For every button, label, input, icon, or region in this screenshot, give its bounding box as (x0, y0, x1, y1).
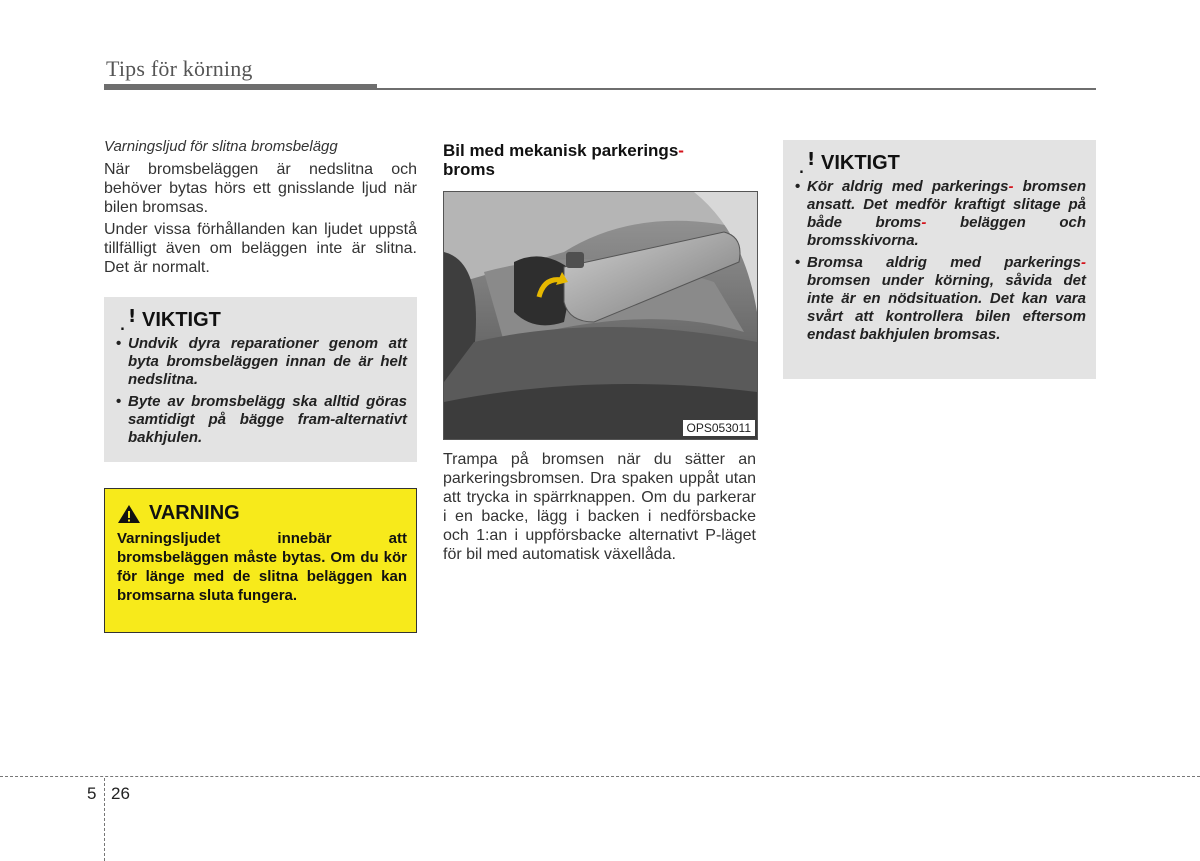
notice-title: VIKTIGT (142, 309, 221, 331)
notice-title-2: VIKTIGT (821, 152, 900, 174)
heading-part-b: broms (443, 160, 495, 179)
exclamation-icon: . ! (120, 305, 137, 334)
warning-triangle-icon (117, 504, 141, 524)
heading-part-a: Bil med mekanisk parkerings (443, 141, 679, 160)
notice-bullets (116, 335, 407, 447)
paragraph-temporary-noise: Under vissa förhållanden kan ljudet uppstå tillfälligt även om beläggen inte är slitna. Det är normalt. (104, 221, 417, 276)
photo-label: OPS053011 (683, 420, 756, 436)
header-rule-thin (377, 88, 1096, 90)
notice-box-important-2 (783, 140, 1096, 379)
warning-heading (117, 502, 240, 525)
paragraph-brake-noise: När bromsbeläggen är nedslitna och behöver bytas hörs ett gnisslande ljud när bilen bromsas. (104, 161, 417, 216)
notice2-bullet-2: • Bromsa aldrig med parkerings- bromsen under körning, såvida det inte är en nödsituation. Det kan vara svårt att kontrollera bilen eftersom endast bakhjulen bromsas. (795, 254, 1086, 344)
parking-brake-lever-illustration (444, 192, 757, 439)
exclamation-icon: . ! (799, 148, 816, 177)
page-number: 26 (111, 784, 130, 803)
paragraph-parking-brake: Trampa på bromsen när du sätter an parkeringsbromsen. Dra spaken uppåt utan att trycka in spärrknappen. Om du parkerar i en backe, lägg i backen i nedförsbacke och 1:an i uppförsbacke alternativt P-läget för bil med automatisk växellåda. (443, 451, 756, 563)
footer-rule (0, 776, 1200, 777)
footer-vertical-rule (104, 778, 105, 861)
notice-bullet-1: • Undvik dyra reparationer genom att byta bromsbeläggen innan de är helt nedslitna. (116, 335, 407, 389)
header-rule-thick (104, 84, 377, 90)
warning-title: VARNING (149, 502, 240, 524)
notice-heading (116, 305, 221, 334)
notice-bullet-2: • Byte av bromsbelägg ska alltid göras samtidigt på bägge fram-alternativt bakhjulen. (116, 393, 407, 447)
section-subheading: Varningsljud för slitna bromsbelägg (104, 138, 338, 155)
page-header-title: Tips för körning (106, 56, 253, 81)
heading-hyphen: - (678, 141, 684, 160)
chapter-number: 5 (87, 784, 97, 803)
section-heading-parking-brake (443, 141, 756, 179)
notice-bullets-2 (795, 178, 1086, 344)
parking-brake-photo (443, 191, 758, 440)
warning-text: Varningsljudet innebär att bromsbeläggen måste bytas. Om du kör för länge med de slitna beläggen kan bromsarna sluta fungera. (117, 530, 407, 604)
notice-box-important (104, 297, 417, 462)
notice-heading-2 (795, 148, 900, 177)
warning-box (104, 488, 417, 633)
notice2-bullet-1: • Kör aldrig med parkerings- bromsen ansatt. Det medför kraftigt slitage på både broms- beläggen och bromsskivorna. (795, 178, 1086, 250)
